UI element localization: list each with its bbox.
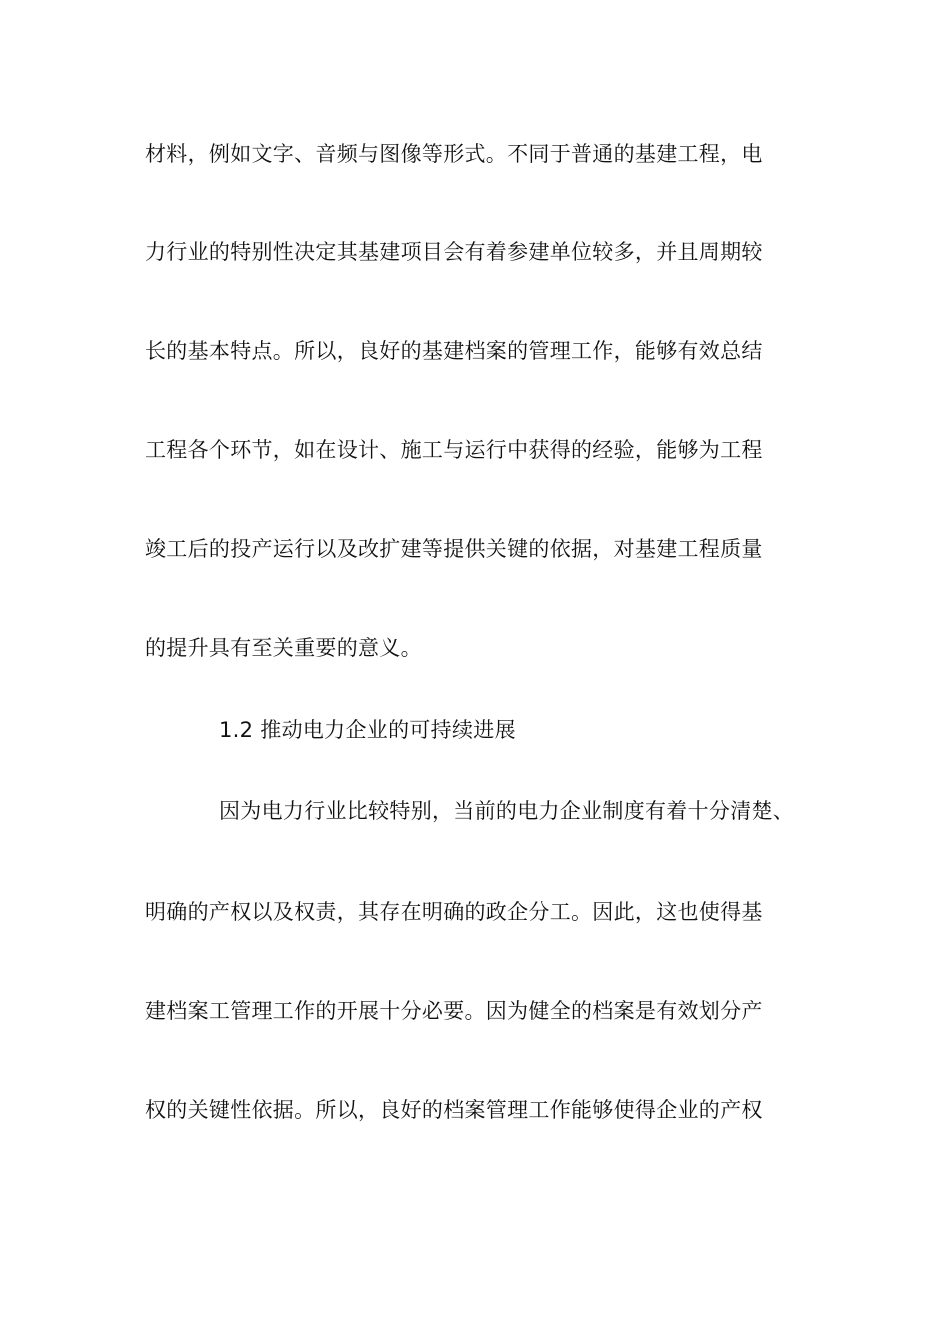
paragraph-2-line-4: 权的关键性依据。所以，良好的档案管理工作能够使得企业的产权 [145,1098,763,1122]
section-heading: 1.2 推动电力企业的可持续进展 [219,718,516,742]
paragraph-1-line-1: 材料，例如文字、音频与图像等形式。不同于普通的基建工程，电 [145,142,763,166]
paragraph-1-line-6: 的提升具有至关重要的意义。 [145,636,422,660]
paragraph-2-line-2: 明确的产权以及权责，其存在明确的政企分工。因此，这也使得基 [145,900,763,924]
paragraph-2-line-3: 建档案工管理工作的开展十分必要。因为健全的档案是有效划分产 [145,999,763,1023]
paragraph-1-line-2: 力行业的特别性决定其基建项目会有着参建单位较多，并且周期较 [145,240,763,264]
paragraph-1-line-4: 工程各个环节，如在设计、施工与运行中获得的经验，能够为工程 [145,438,763,462]
paragraph-1-line-3: 长的基本特点。所以，良好的基建档案的管理工作，能够有效总结 [145,339,763,363]
paragraph-1-line-5: 竣工后的投产运行以及改扩建等提供关键的依据，对基建工程质量 [145,537,763,561]
paragraph-2-line-1: 因为电力行业比较特别，当前的电力企业制度有着十分清楚、 [219,799,795,823]
